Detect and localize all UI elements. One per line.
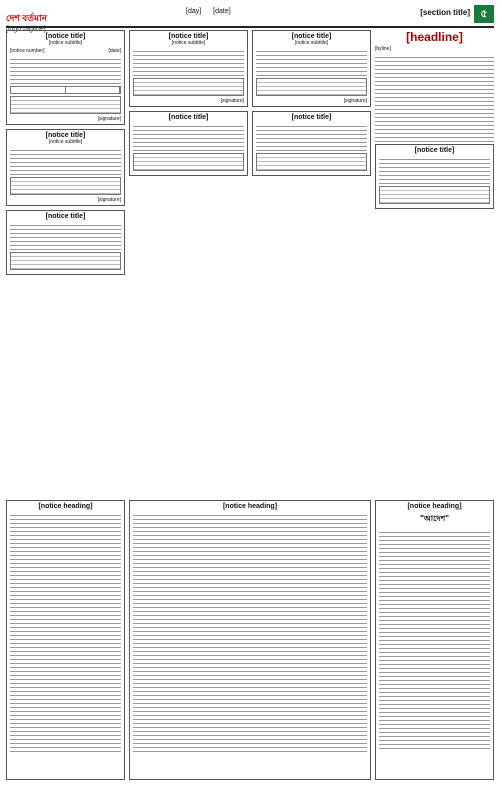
bottom-notice-left: [6, 500, 125, 780]
notice-table-header: [10, 86, 121, 94]
notice-signature: [signature]: [97, 116, 121, 122]
notice-table: [10, 252, 121, 270]
bottom-notice-middle: [129, 500, 371, 780]
notice-subtitle: [notice subtitle]: [171, 40, 206, 46]
notice-block: [129, 111, 248, 176]
bottom-notice-right: [375, 500, 494, 780]
newspaper-page: [6, 4, 494, 789]
notice-block: [129, 30, 248, 107]
feature-body: [375, 54, 494, 144]
notice-table: [256, 153, 367, 171]
notice-block: [252, 30, 371, 107]
notice-title: [notice title]: [414, 147, 455, 154]
notice-block: [252, 111, 371, 176]
notice-signature: [signature]: [220, 98, 244, 104]
page-header: [6, 4, 494, 33]
newspaper-logo: [6, 6, 60, 33]
notice-title: [notice title]: [45, 33, 86, 40]
logo-main: দেশ বর্তমান: [6, 13, 47, 23]
notice-subtitle: [notice subtitle]: [48, 139, 83, 145]
date: [date]: [213, 8, 231, 15]
notice-block: [375, 144, 494, 209]
bottom-middle-title: [notice heading]: [222, 503, 278, 510]
notice-columns: [6, 30, 494, 490]
column-3: [252, 30, 371, 180]
notice-date: [date]: [108, 48, 121, 54]
bottom-left-body: [10, 512, 121, 752]
notice-body: [133, 48, 244, 76]
notice-table: [133, 153, 244, 171]
notice-body: [256, 123, 367, 151]
notice-title: [notice title]: [291, 114, 332, 121]
logo-sub: [logo tagline]: [6, 26, 46, 33]
notice-subtitle: [notice subtitle]: [294, 40, 329, 46]
notice-table: [10, 96, 121, 114]
bottom-middle-body: [133, 512, 367, 752]
section-title: [section title]: [420, 8, 470, 17]
notice-block: [6, 129, 125, 206]
notice-body: [10, 147, 121, 175]
notice-title: [notice title]: [168, 114, 209, 121]
column-4: [375, 30, 494, 213]
feature-byline: [byline]: [375, 46, 391, 52]
notice-signature: [signature]: [343, 98, 367, 104]
notice-subtitle: [notice subtitle]: [48, 40, 83, 46]
order-heading: "আদেশ": [419, 514, 450, 523]
feature-headline: [headline]: [406, 30, 463, 44]
notice-block: [6, 210, 125, 275]
notice-table: [133, 78, 244, 96]
notice-body: [10, 222, 121, 250]
bottom-left-title: [notice heading]: [38, 503, 93, 510]
notice-block: [6, 30, 125, 125]
notice-no: [notice number]: [10, 48, 45, 54]
notice-table: [10, 177, 121, 195]
notice-signature: [signature]: [97, 197, 121, 203]
notice-body: [133, 123, 244, 151]
notice-title: [notice title]: [45, 213, 86, 220]
bottom-notices: [6, 500, 494, 788]
notice-table: [379, 186, 490, 204]
day: [day]: [186, 8, 202, 15]
column-2: [129, 30, 248, 180]
page-number: ৫: [474, 5, 494, 23]
bottom-right-title: [notice heading]: [407, 503, 462, 510]
date-line: [186, 8, 241, 15]
bottom-right-body: [379, 529, 490, 749]
notice-title: [notice title]: [168, 33, 209, 40]
notice-body: [256, 48, 367, 76]
notice-body: [10, 56, 121, 84]
column-1: [6, 30, 125, 279]
notice-body: [379, 156, 490, 184]
notice-title: [notice title]: [291, 33, 332, 40]
notice-title: [notice title]: [45, 132, 86, 139]
notice-table: [256, 78, 367, 96]
